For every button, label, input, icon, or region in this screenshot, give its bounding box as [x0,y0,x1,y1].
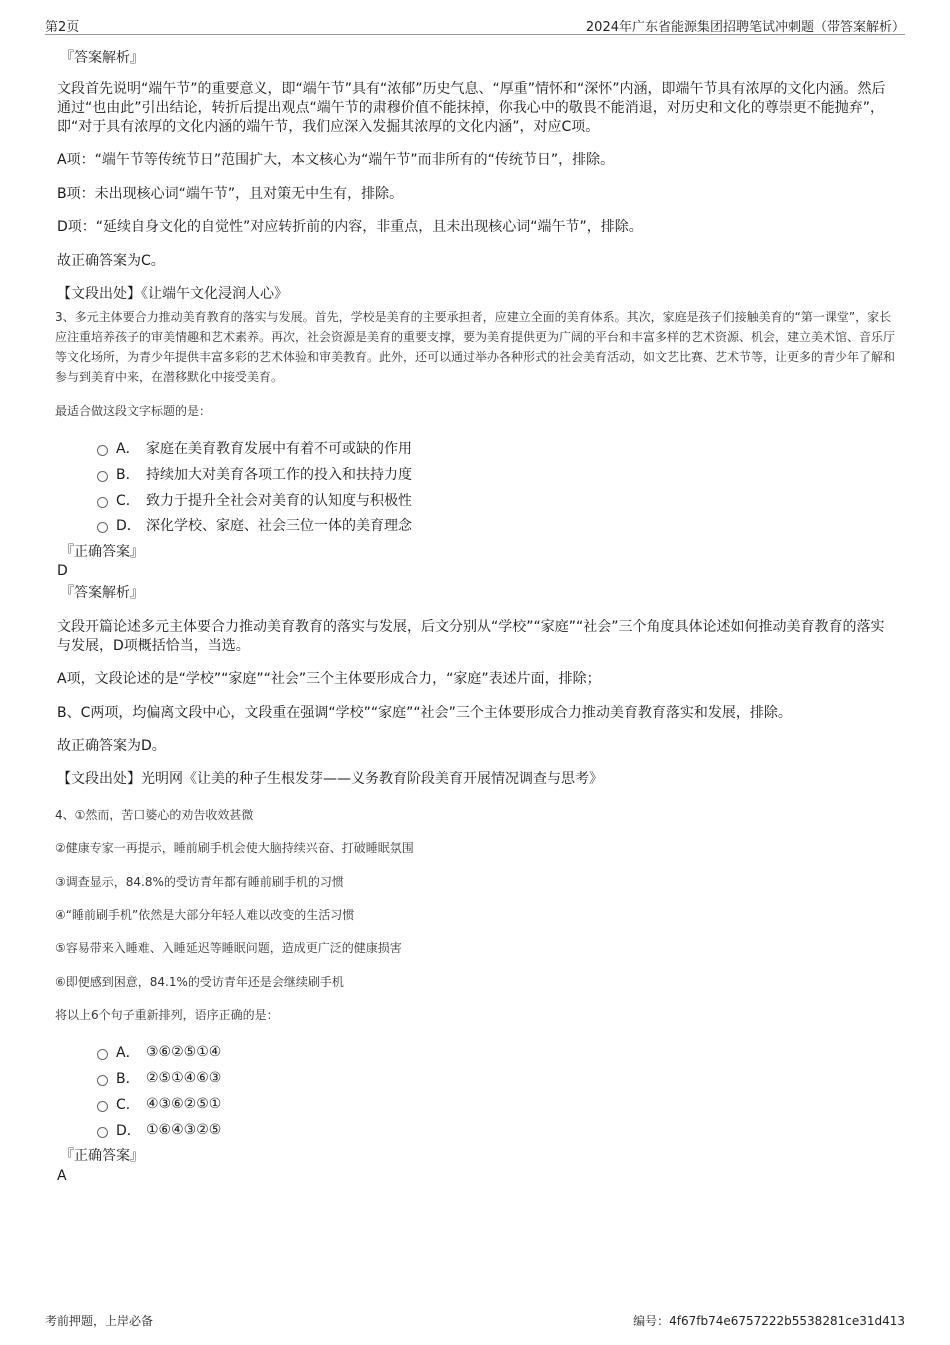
radio-icon[interactable] [97,497,108,508]
q4-option-a[interactable] [97,1042,221,1062]
analysis-label: 『答案解析』 [60,585,144,601]
page-footer [45,1312,905,1330]
option-letter: A． [116,441,140,457]
q4-option-b[interactable] [97,1068,221,1088]
option-letter: A． [116,1045,140,1061]
option-letter: D． [116,518,141,534]
analysis-label: 『答案解析』 [60,50,144,66]
sentence-6: ⑥即便感到困意，84.1%的受访青年还是会继续刷手机 [55,975,344,989]
correct-answer-label: 『正确答案』 [60,1148,144,1164]
page-header [45,14,905,35]
option-text: 深化学校、家庭、社会三位一体的美育理念 [146,518,412,534]
analysis-option-bc: B、C两项，均偏离文段中心，文段重在强调“学校”“家庭”“社会”三个主体要形成合力推动美育教育落实和发展，排除。 [57,705,792,721]
radio-icon[interactable] [97,445,108,456]
analysis-option-b: B项：未出现核心词“端午节”，且对策无中生有，排除。 [57,186,404,202]
radio-icon[interactable] [97,1127,108,1138]
footer-slogan: 考前押题，上岸必备 [45,1314,154,1328]
sentence-4: ④“睡前刷手机”依然是大部分年轻人难以改变的生活习惯 [55,908,355,922]
sentence-2: ②健康专家一再提示，睡前刷手机会使大脑持续兴奋、打破睡眠氛围 [55,841,414,855]
q3-option-a[interactable] [97,438,412,458]
option-text: 家庭在美育教育发展中有着不可或缺的作用 [146,441,412,457]
sentence-1: 4、①然而，苦口婆心的劝告收效甚微 [55,808,254,822]
analysis-conclusion: 故正确答案为C。 [57,253,165,269]
q3-option-c[interactable] [97,490,412,510]
q3-option-b[interactable] [97,464,412,484]
option-letter: C． [116,1097,140,1113]
correct-answer-label: 『正确答案』 [60,544,144,560]
radio-icon[interactable] [97,471,108,482]
option-text: 持续加大对美育各项工作的投入和扶持力度 [146,467,412,483]
q3-option-d[interactable] [97,515,412,535]
document-code [633,1312,905,1329]
option-letter: D． [116,1123,141,1139]
page-number: 第2页 [45,20,80,35]
analysis-text: 文段开篇论述多元主体要合力推动美育教育的落实与发展，后文分别从“学校”“家庭”“社会”三个角度具体论述如何推动美育教育的落实与发展，D项概括恰当，当选。 [57,619,885,654]
option-text: 致力于提升全社会对美育的认知度与积极性 [146,493,412,509]
radio-icon[interactable] [97,1049,108,1060]
sentence-5: ⑤容易带来入睡难、入睡延迟等睡眠问题，造成更广泛的健康损害 [55,941,402,955]
option-text: ②⑤①④⑥③ [146,1070,222,1086]
radio-icon[interactable] [97,1101,108,1112]
option-letter: C． [116,493,140,509]
document-code-value: 4f67fb74e6757222b5538281ce31d413 [669,1314,905,1328]
analysis-option-d: D项：“延续自身文化的自觉性”对应转折前的内容，非重点，且未出现核心词“端午节”，排除。 [57,219,643,235]
radio-icon[interactable] [97,1075,108,1086]
option-text: ①⑥④③②⑤ [146,1122,222,1138]
question-3-passage: 3、多元主体要合力推动美育教育的落实与发展。首先，学校是美育的主要承担者，应建立全面的美育体系。其次，家庭是孩子们接触美育的“第一课堂”，家长应注重培养孩子的审美情趣和艺术素养。再次，社会资源是美育的重要支撑，要为美育提供更为广阔的平台和丰富多样的艺术资源、机会，建立美术馆、音乐厅等文化场所，为青少年提供丰富多彩的艺术体验和审美教育。此外，还可以通过举办各种形式的社会美育活动，如文艺比赛、艺术节等，让更多的青少年了解和参与到美育中来，在潜移默化中接受美育。 [55,310,896,384]
option-text: ④③⑥②⑤① [146,1096,222,1112]
option-letter: B． [116,467,140,483]
analysis-text: 文段首先说明“端午节”的重要意义，即“端午节”具有“浓郁”历史气息、“厚重”情怀和“深怀”内涵，即端午节具有浓厚的文化内涵。然后通过“也由此”引出结论，转折后提出观点“端午节的肃穆价值不能抹掉，你我心中的敬畏不能消退，对历史和文化的尊崇更不能抛弃”，即“对于具有浓厚的文化内涵的端午节，我们应深入发掘其浓厚的文化内涵”，对应C项。 [57,81,886,135]
q4-option-c[interactable] [97,1094,221,1114]
document-title: 2024年广东省能源集团招聘笔试冲刺题（带答案解析） [585,20,905,35]
analysis-option-a: A项：“端午节等传统节日”范围扩大，本文核心为“端午节”而非所有的“传统节日”，排除。 [57,152,615,168]
source-citation: 【文段出处】《让端午文化浸润人心》 [57,286,288,302]
sentence-3: ③调查显示，84.8%的受访青年都有睡前刷手机的习惯 [55,875,344,889]
question-4-prompt: 将以上6个句子重新排列，语序正确的是： [55,1008,279,1022]
q4-option-d[interactable] [97,1120,221,1140]
document-code-label: 编号： [633,1314,670,1328]
analysis-conclusion: 故正确答案为D。 [57,738,166,754]
radio-icon[interactable] [97,522,108,533]
question-3-prompt: 最适合做这段文字标题的是： [55,404,212,418]
analysis-option-a: A项，文段论述的是“学校”“家庭”“社会”三个主体要形成合力，“家庭”表述片面，排除； [57,671,601,687]
option-text: ③⑥②⑤①④ [146,1044,222,1060]
correct-answer: D [57,563,68,579]
correct-answer: A [57,1168,67,1184]
source-citation: 【文段出处】光明网《让美的种子生根发芽——义务教育阶段美育开展情况调查与思考》 [57,771,603,787]
option-letter: B． [116,1071,140,1087]
